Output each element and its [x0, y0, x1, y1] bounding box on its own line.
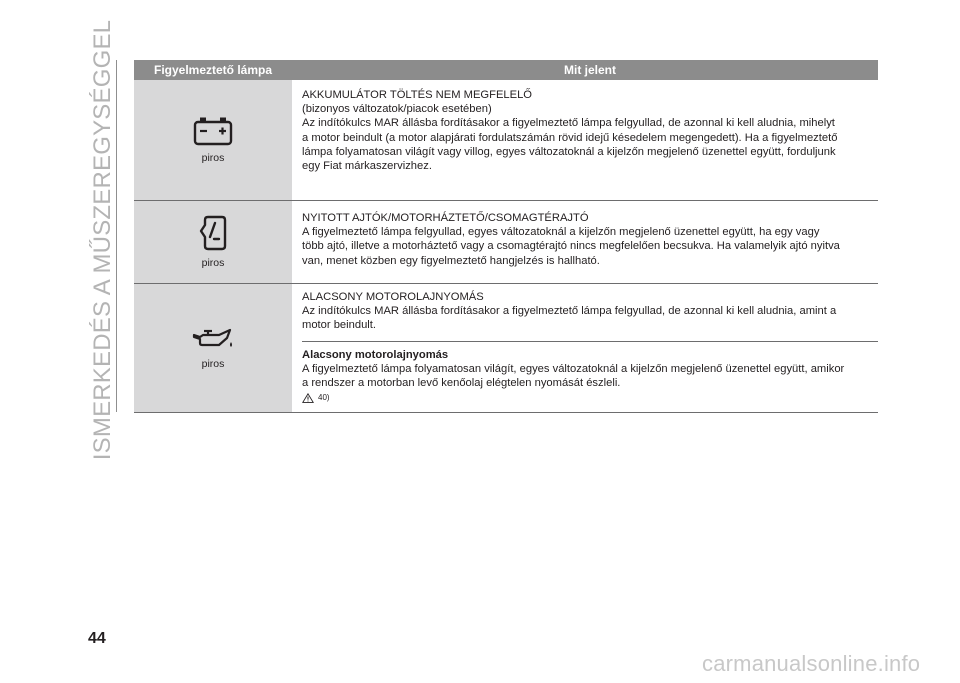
icon-cell: [134, 201, 292, 283]
row-line: több ajtó, illetve a motorháztető vagy a csomagtérajtó nincs megfelelően becsukva. Ha valamelyik ajtó nyitva: [302, 240, 840, 253]
warning-reference: [302, 391, 878, 405]
icon-label: piros: [201, 358, 225, 370]
row-title: NYITOTT AJTÓK/MOTORHÁZTETŐ/CSOMAGTÉRAJTÓ: [302, 212, 589, 224]
description-cell: [292, 80, 878, 200]
icon-label: piros: [201, 152, 225, 164]
row-line: (bizonyos változatok/piacok esetében): [302, 103, 492, 116]
battery-icon: [193, 116, 233, 146]
row-title: ALACSONY MOTOROLAJNYOMÁS: [302, 291, 484, 303]
row-line: egy Fiat márkaszervizhez.: [302, 160, 432, 173]
warning-lights-table: [134, 60, 878, 413]
row-line: a rendszer a motorban levő kenőolaj elégtelen nyomását észleli.: [302, 377, 621, 390]
subsection-title: Alacsony motorolajnyomás: [302, 348, 449, 361]
door-open-icon: [198, 215, 228, 251]
table-header: [134, 60, 878, 80]
icon-label: piros: [201, 257, 225, 269]
description-cell: [292, 284, 878, 412]
row-title: AKKUMULÁTOR TÖLTÉS NEM MEGFELELŐ: [302, 89, 533, 101]
row-line: motor beindult.: [302, 319, 377, 332]
row-line: A figyelmeztető lámpa felgyullad, egyes változatoknál a kijelzőn megjelenő üzenettel együtt, ha egy vagy: [302, 226, 820, 239]
chapter-title-text: ISMERKEDÉS A MŰSZEREGYSÉGGEL: [89, 19, 117, 461]
subsection: [302, 341, 878, 406]
row-line: Az indítókulcs MAR állásba fordításakor a figyelmeztető lámpa felgyullad, de azonnal ki kell aludnia, amint a: [302, 305, 837, 318]
table-row-doors: [134, 201, 878, 284]
icon-cell: [134, 80, 292, 200]
table-row-oil-pressure: [134, 284, 878, 413]
oil-can-icon: [190, 326, 236, 352]
header-meaning: Mit jelent: [563, 63, 616, 77]
row-line: van, menet közben egy figyelmeztető hangjelzés is hallható.: [302, 254, 600, 267]
page-number: 44: [88, 630, 106, 647]
icon-cell: [134, 284, 292, 412]
warning-reference-number: 40): [318, 393, 330, 403]
row-line: a motor beindult (a motor alapjárati fordulatszámán rövid idejű késedelem megengedett). Ha a figyelmeztető: [302, 131, 838, 144]
chapter-divider-line: [116, 60, 117, 412]
row-line: A figyelmeztető lámpa folyamatosan világít, egyes változatoknál a kijelzőn megjelenő üzenettel együtt, amikor: [302, 362, 845, 375]
description-cell: [292, 201, 878, 283]
chapter-title-vertical: [88, 19, 118, 461]
warning-triangle-icon: [302, 393, 314, 403]
table-row-battery: [134, 80, 878, 201]
row-line: Az indítókulcs MAR állásba fordításakor a figyelmeztető lámpa felgyullad, de azonnal ki kell aludnia, mihelyt: [302, 117, 835, 130]
header-warning-light: Figyelmeztető lámpa: [153, 63, 273, 77]
watermark: carmanualsonline.info: [702, 651, 921, 676]
row-line: lámpa folyamatosan világít vagy villog, egyes változatoknál a kijelzőn megjelenő üzenettel együtt, forduljunk: [302, 145, 836, 158]
